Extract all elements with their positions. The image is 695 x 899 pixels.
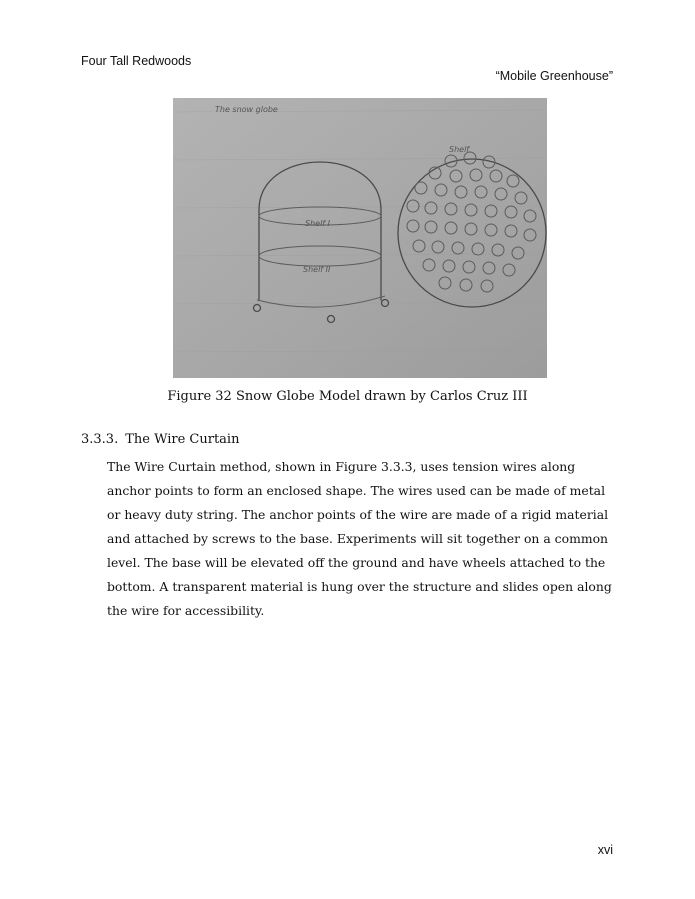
sketch-title-label: The snow globe bbox=[215, 105, 278, 114]
shelf-two-label: Shelf II bbox=[303, 265, 331, 274]
section-paragraph: The Wire Curtain method, shown in Figure 3.3.3, uses tension wires along anchor points to form an enclosed shape. The wires used can be made of metal or heavy duty string. The anchor points of the wire are made of a rigid material and attached by screws to the base. Experiments will sit together on a common level. The base will be elevated off the ground and have wheels attached to the bottom. A transparent material is hung over the structure and slides open along the wire for accessibility. bbox=[107, 459, 612, 618]
running-header-right: “Mobile Greenhouse” bbox=[495, 69, 613, 83]
page-number: xvi bbox=[597, 843, 613, 857]
shelf-label: Shelf bbox=[449, 145, 470, 154]
section-number: 3.3.3. bbox=[81, 432, 119, 447]
figure-caption: Figure 32 Snow Globe Model drawn by Carlos Cruz III bbox=[167, 389, 528, 404]
section-heading bbox=[81, 432, 239, 447]
snow-globe-sketch-photo bbox=[173, 98, 547, 378]
shelf-one-label: Shelf I bbox=[305, 219, 331, 228]
section-title: The Wire Curtain bbox=[125, 432, 240, 447]
snow-globe-sketch bbox=[173, 98, 547, 378]
running-header-left: Four Tall Redwoods bbox=[81, 54, 192, 68]
